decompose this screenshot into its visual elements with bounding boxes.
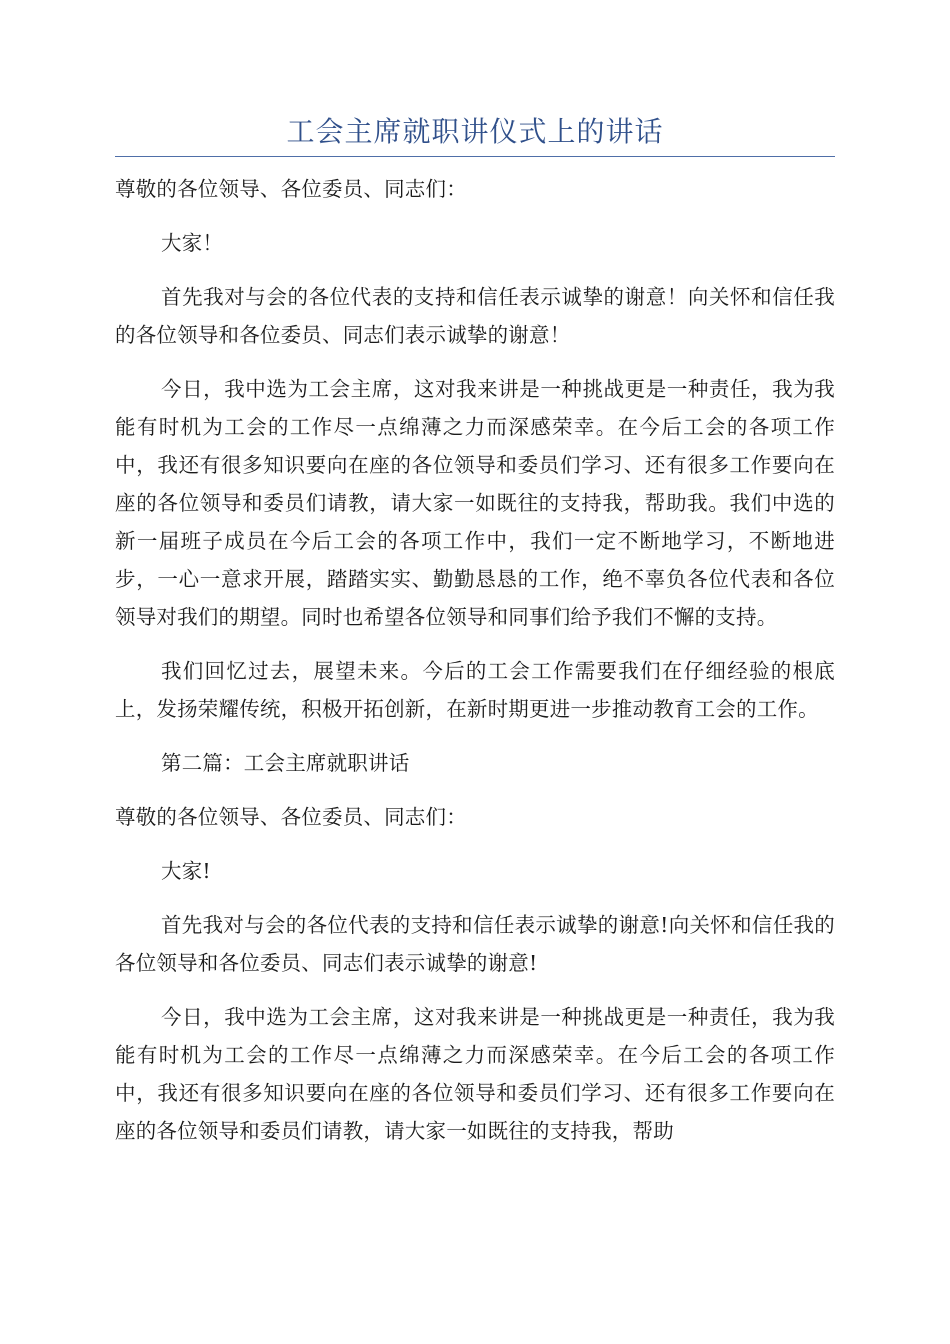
salutation-paragraph: 尊敬的各位领导、各位委员、同志们： [115,177,467,201]
document-title: 工会主席就职讲仪式上的讲话 [286,115,664,148]
greeting-paragraph: 大家！ [161,231,224,255]
body-paragraph: 今日，我中选为工会主席，这对我来讲是一种挑战更是一种责任，我为我能有时机为工会的工作尽一点绵薄之力而深感荣幸。在今后工会的各项工作中，我还有很多知识要向在座的各位领导和委员们学习、还有很多工作要向在座的各位领导和委员们请教，请大家一如既往的支持我，帮助 [115,1005,835,1143]
document-body [115,170,835,1166]
title-block [115,112,835,157]
body-paragraph: 今日，我中选为工会主席，这对我来讲是一种挑战更是一种责任，我为我能有时机为工会的工作尽一点绵薄之力而深感荣幸。在今后工会的各项工作中，我还有很多知识要向在座的各位领导和委员们学习、还有很多工作要向在座的各位领导和委员们请教，请大家一如既往的支持我，帮助我。我们中选的新一届班子成员在今后工会的各项工作中，我们一定不断地学习，不断地进步，一心一意求开展，踏踏实实、勤勤恳恳的工作，绝不辜负各位代表和各位领导对我们的期望。同时也希望各位领导和同事们给予我们不懈的支持。 [115,377,835,629]
salutation-paragraph: 尊敬的各位领导、各位委员、同志们： [115,805,467,829]
body-paragraph: 首先我对与会的各位代表的支持和信任表示诚挚的谢意！向关怀和信任我的各位领导和各位委员、同志们表示诚挚的谢意！ [115,285,835,347]
section-heading: 第二篇：工会主席就职讲话 [161,751,410,775]
body-paragraph: 首先我对与会的各位代表的支持和信任表示诚挚的谢意!向关怀和信任我的各位领导和各位委员、同志们表示诚挚的谢意! [115,913,835,975]
greeting-paragraph: 大家! [161,859,211,883]
body-paragraph: 我们回忆过去，展望未来。今后的工会工作需要我们在仔细经验的根底上，发扬荣耀传统，积极开拓创新，在新时期更进一步推动教育工会的工作。 [115,659,835,721]
